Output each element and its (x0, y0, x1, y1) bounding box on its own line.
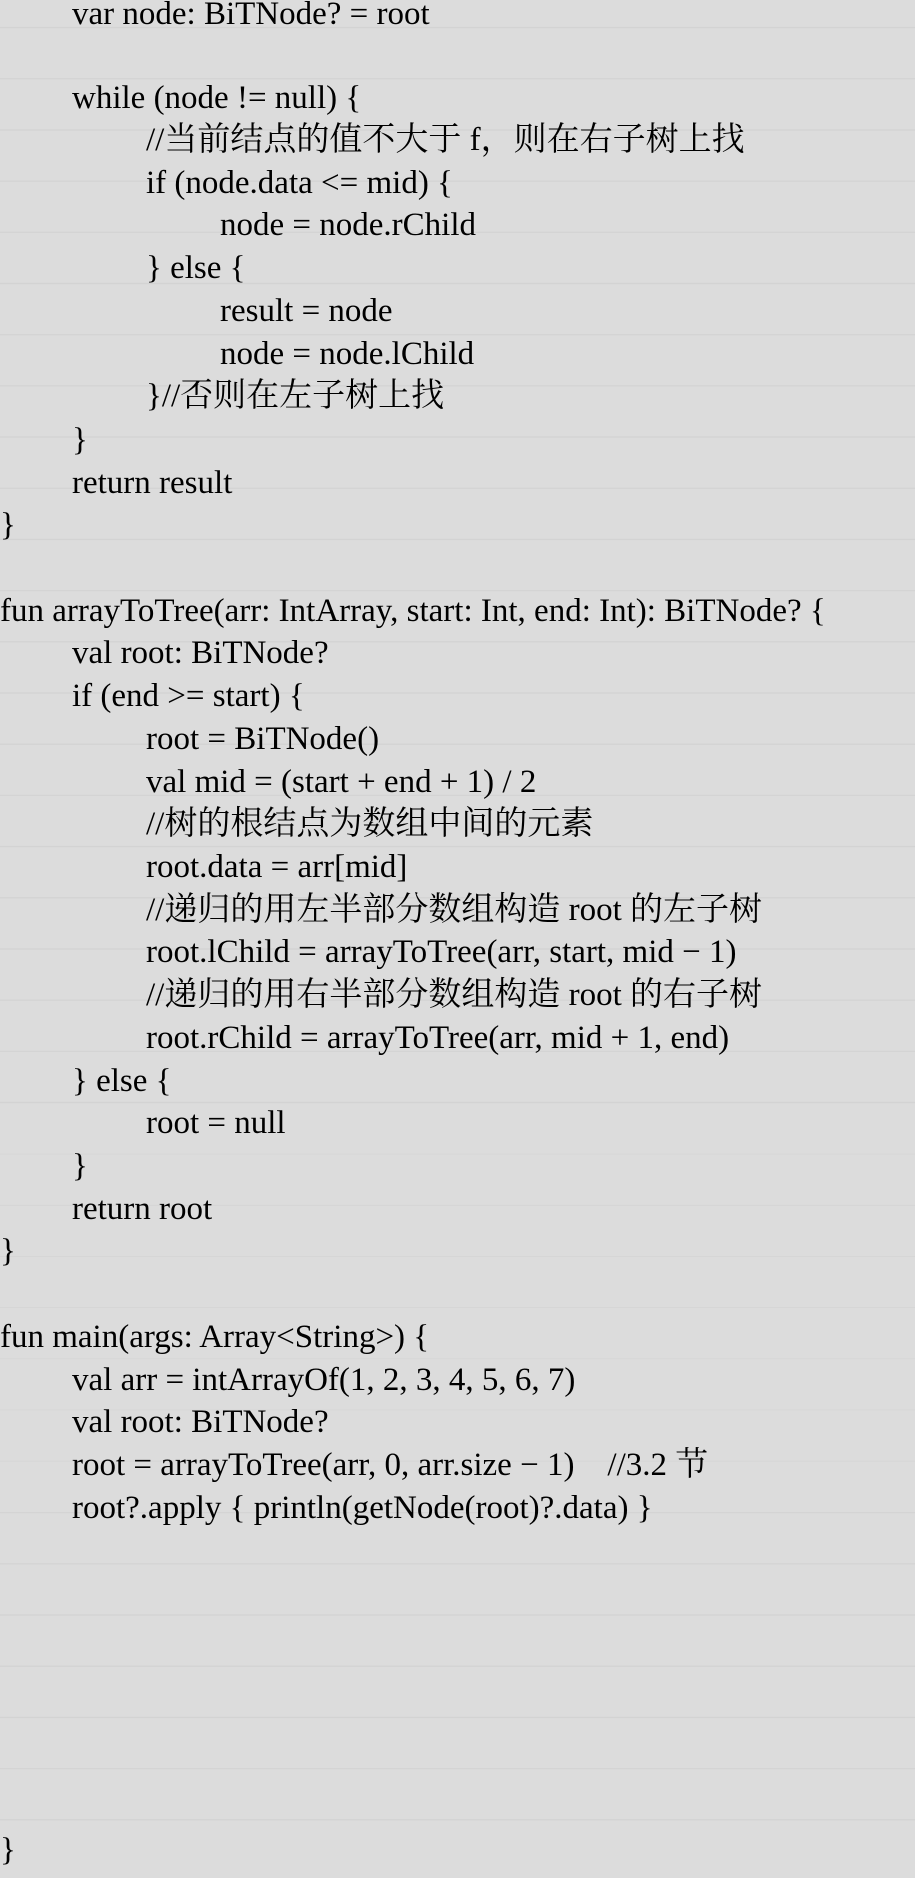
code-line: root = null (146, 1105, 286, 1141)
code-line: } (0, 507, 16, 543)
code-line: node = node.lChild (220, 336, 475, 372)
code-line: root.rChild = arrayToTree(arr, mid + 1, end) (146, 1020, 730, 1056)
code-line: fun arrayToTree(arr: IntArray, start: Int, end: Int): BiTNode? { (0, 593, 826, 629)
code-line: root = BiTNode() (146, 721, 380, 757)
code-line: root.lChild = arrayToTree(arr, start, mid − 1) (146, 934, 737, 970)
code-line: val root: BiTNode? (72, 1404, 329, 1440)
code-line: } (72, 422, 88, 458)
code-line: while (node != null) { (72, 80, 362, 116)
code-line: return root (72, 1191, 213, 1227)
code-line: root.data = arr[mid] (146, 849, 408, 885)
code-line: val root: BiTNode? (72, 635, 329, 671)
code-line: } (72, 1148, 88, 1184)
code-line: val mid = (start + end + 1) / 2 (146, 764, 537, 800)
code-line: } else { (72, 1063, 172, 1099)
code-line: } (0, 1832, 16, 1868)
code-line: } (0, 1233, 16, 1269)
code-line: var node: BiTNode? = root (72, 0, 430, 32)
code-comment: //递归的用左半部分数组构造 root 的左子树 (146, 892, 762, 928)
code-line: node = node.rChild (220, 207, 476, 243)
code-line: if (end >= start) { (72, 678, 305, 714)
code-comment: //当前结点的值不大于 f，则在右子树上找 (146, 122, 745, 158)
code-line: val arr = intArrayOf(1, 2, 3, 4, 5, 6, 7) (72, 1362, 576, 1398)
code-line: result = node (220, 293, 393, 329)
code-comment: }//否则在左子树上找 (146, 378, 445, 414)
code-comment: //递归的用右半部分数组构造 root 的右子树 (146, 977, 762, 1013)
code-line: return result (72, 465, 233, 501)
code-comment: //树的根结点为数组中间的元素 (146, 806, 594, 842)
code-line: root?.apply { println(getNode(root)?.data) } (72, 1490, 653, 1526)
code-line: fun main(args: Array<String>) { (0, 1319, 430, 1355)
code-line: root = arrayToTree(arr, 0, arr.size − 1) //3.2 节 (72, 1447, 709, 1483)
code-line: if (node.data <= mid) { (146, 165, 453, 201)
code-line: } else { (146, 250, 246, 286)
